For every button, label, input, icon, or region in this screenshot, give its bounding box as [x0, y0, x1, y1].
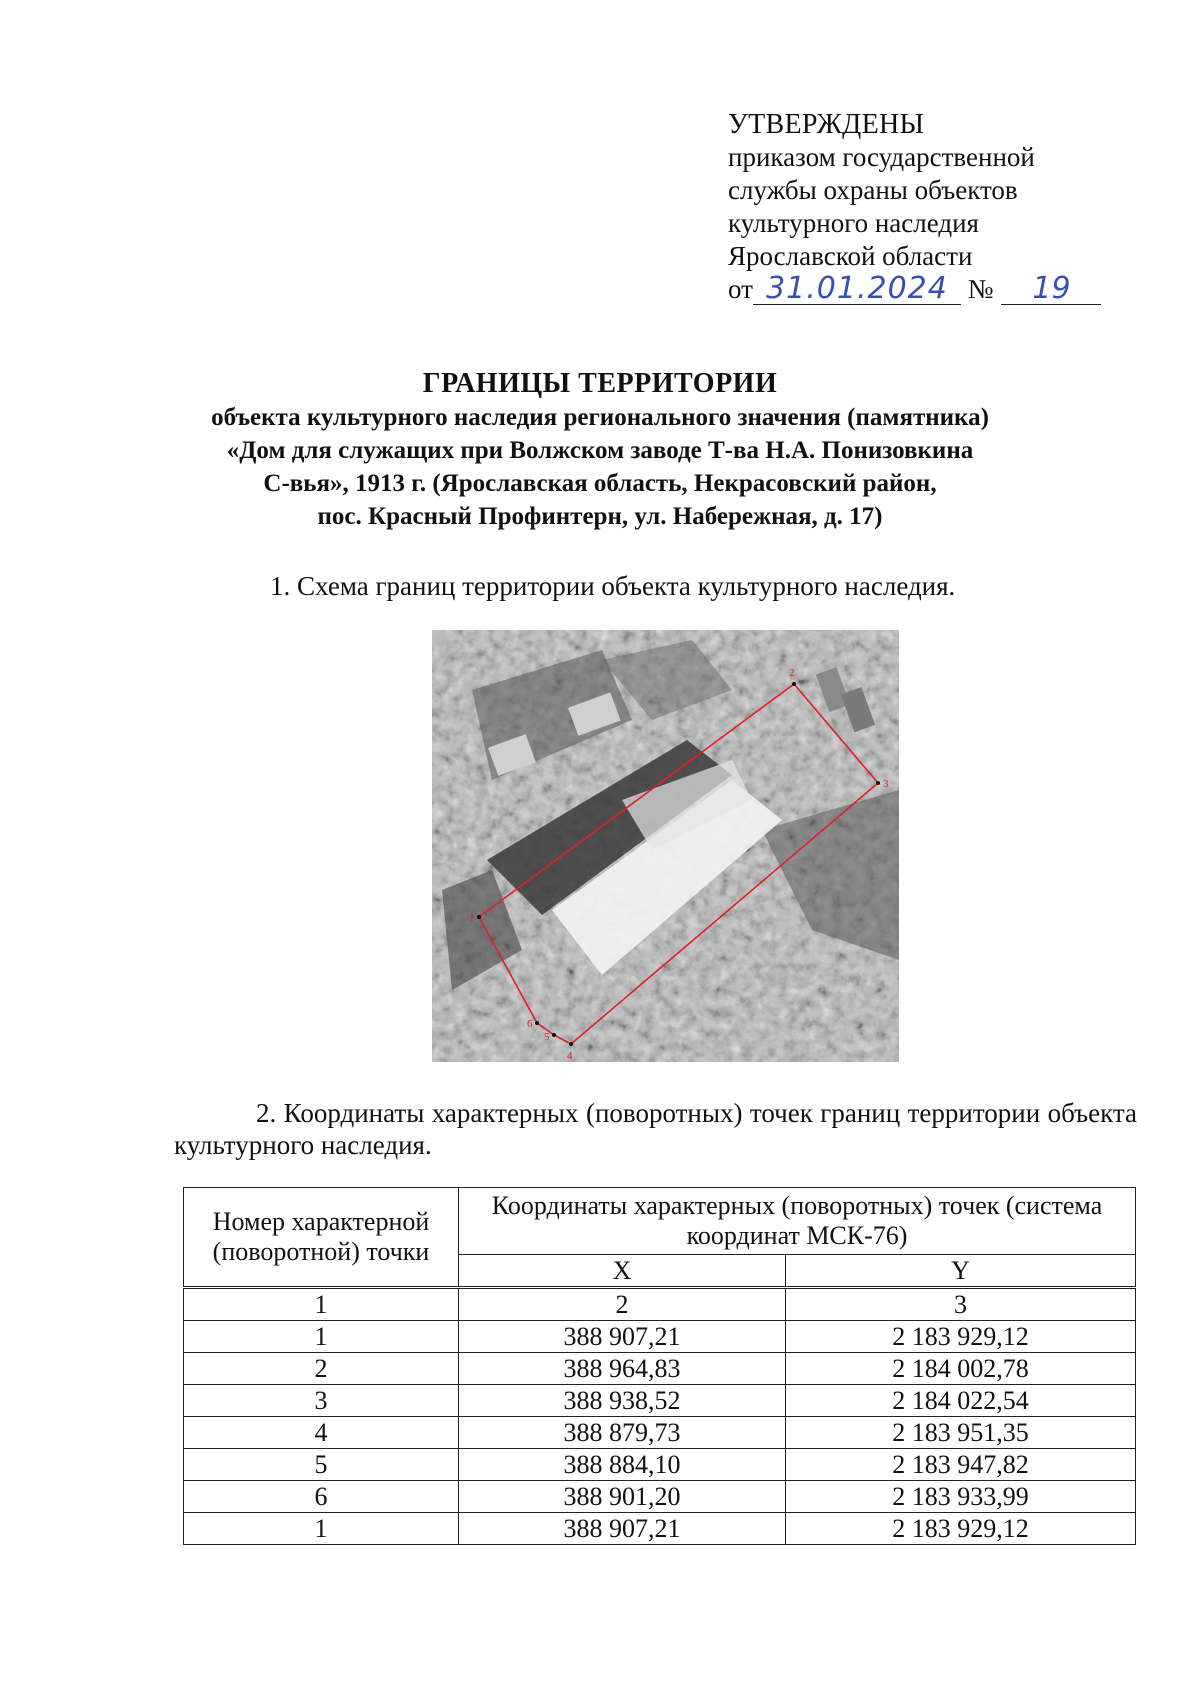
point-cell: 1 [184, 1513, 459, 1545]
section-2-heading: 2. Координаты характерных (поворотных) точек границ территории объекта культурного наследия. [174, 1098, 1137, 1160]
y-cell: 2 183 947,82 [786, 1449, 1136, 1481]
section-1-heading: 1. Схема границ территории объекта культурного наследия. [270, 571, 956, 601]
y-cell: 2 183 933,99 [786, 1481, 1136, 1513]
title-main: ГРАНИЦЫ ТЕРРИТОРИИ [422, 368, 778, 399]
title-line: «Дом для служащих при Волжском заводе Т-ва Н.А. Понизовкина [226, 437, 974, 464]
column-number: 3 [786, 1288, 1136, 1321]
y-cell: 2 184 002,78 [786, 1353, 1136, 1385]
point-cell: 1 [184, 1321, 459, 1353]
table-row [184, 1417, 1136, 1449]
boundary-point [569, 1042, 573, 1046]
document-title [0, 367, 1200, 533]
approval-line: службы охраны объектов [728, 175, 1018, 205]
approval-line: приказом государственной [728, 142, 1035, 172]
aerial-photo [432, 630, 899, 1062]
x-cell: 388 907,21 [459, 1321, 786, 1353]
column-number: 1 [184, 1288, 459, 1321]
coordinates-table [183, 1187, 1136, 1545]
approval-line: Ярославской области [728, 241, 973, 271]
x-cell: 388 907,21 [459, 1513, 786, 1545]
y-cell: 2 183 929,12 [786, 1513, 1136, 1545]
handwritten-date: 31.01.2024 [753, 274, 961, 305]
boundary-point [792, 682, 796, 686]
approval-line: культурного наследия [728, 208, 979, 238]
point-label: 3 [883, 778, 889, 790]
table-row [184, 1353, 1136, 1385]
title-line: С-вья», 1913 г. (Ярославская область, Некрасовский район, [263, 470, 937, 497]
point-number-header: Номер характерной (поворотной) точки [184, 1188, 459, 1288]
table-row [184, 1321, 1136, 1353]
y-header: Y [786, 1255, 1136, 1288]
boundary-point [535, 1021, 539, 1025]
boundary-map-image [432, 630, 899, 1062]
title-line: объекта культурного наследия регионального значения (памятника) [211, 404, 989, 431]
table-row [184, 1385, 1136, 1417]
title-line: пос. Красный Профинтерн, ул. Набережная, д. 17) [317, 503, 883, 530]
point-label: 4 [567, 1050, 573, 1062]
approval-block [728, 108, 1128, 306]
column-numbering-row [184, 1288, 1136, 1321]
point-label: 2 [789, 667, 795, 679]
boundary-point [477, 915, 481, 919]
column-number: 2 [459, 1288, 786, 1321]
x-cell: 388 879,73 [459, 1417, 786, 1449]
point-cell: 3 [184, 1385, 459, 1417]
y-cell: 2 183 951,35 [786, 1417, 1136, 1449]
approval-heading: УТВЕРЖДЕНЫ [728, 109, 925, 140]
x-header: X [459, 1255, 786, 1288]
date-prefix: от [728, 274, 753, 304]
point-label: 1 [469, 912, 475, 924]
coordinates-header: Координаты характерных (поворотных) точек (система координат МСК-76) [459, 1188, 1136, 1255]
point-label: 5 [544, 1031, 550, 1043]
boundary-point [552, 1033, 556, 1037]
handwritten-number: 19 [1001, 274, 1101, 305]
table-row [184, 1481, 1136, 1513]
number-prefix: № [967, 274, 994, 304]
point-label: 6 [527, 1018, 533, 1030]
point-cell: 6 [184, 1481, 459, 1513]
x-cell: 388 884,10 [459, 1449, 786, 1481]
boundary-point [876, 781, 880, 785]
y-cell: 2 184 022,54 [786, 1385, 1136, 1417]
point-cell: 2 [184, 1353, 459, 1385]
approval-date-line [728, 273, 1128, 306]
table-row [184, 1449, 1136, 1481]
x-cell: 388 901,20 [459, 1481, 786, 1513]
point-cell: 4 [184, 1417, 459, 1449]
x-cell: 388 938,52 [459, 1385, 786, 1417]
point-cell: 5 [184, 1449, 459, 1481]
table-row [184, 1513, 1136, 1545]
y-cell: 2 183 929,12 [786, 1321, 1136, 1353]
x-cell: 388 964,83 [459, 1353, 786, 1385]
